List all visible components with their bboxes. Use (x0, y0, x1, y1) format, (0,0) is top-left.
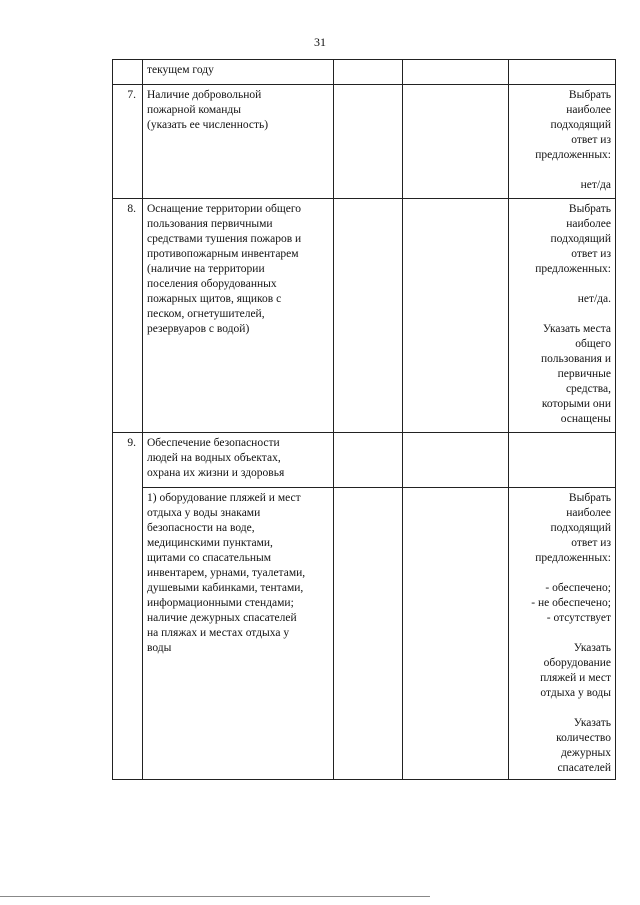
answer-line: Выбрать (568, 89, 611, 101)
criterion-line: поселения оборудованных (147, 278, 277, 290)
form-table (112, 59, 616, 780)
criterion-line: щитами со спасательным (147, 552, 272, 564)
answer-line: наиболее (566, 104, 611, 116)
answer-line: ответ из (571, 248, 611, 260)
empty-cell (334, 433, 403, 488)
criterion-cell (143, 60, 334, 85)
answer-line: наиболее (566, 507, 611, 519)
answer-line: подходящий (550, 522, 611, 534)
answer-line: количество (556, 732, 611, 744)
table-row (113, 433, 616, 488)
criterion-line: Обеспечение безопасности (147, 437, 280, 449)
table-row (113, 60, 616, 85)
answer-cell (509, 85, 616, 199)
empty-cell (403, 433, 509, 488)
answer-line: ответ из (571, 134, 611, 146)
answer-line: Указать места (542, 323, 611, 335)
empty-cell (334, 199, 403, 433)
row-number-cell: 8. (113, 199, 143, 433)
answer-line: оснащены (560, 413, 611, 425)
criterion-line: (наличие на территории (147, 263, 265, 275)
criterion-cell (143, 199, 334, 433)
empty-cell (403, 199, 509, 433)
criterion-line: наличие дежурных спасателей (147, 612, 297, 624)
criterion-line: пользования первичными (147, 218, 273, 230)
row-number-cell (113, 60, 143, 85)
criterion-line: Наличие добровольной (147, 89, 262, 101)
answer-cell (509, 60, 616, 85)
page-number: 31 (314, 35, 326, 49)
answer-cell (509, 433, 616, 488)
answer-line: нет/да (580, 179, 611, 191)
empty-cell (403, 60, 509, 85)
answer-line: которыми они (541, 398, 611, 410)
criterion-line: безопасности на воде, (147, 522, 255, 534)
answer-line: отдыха у воды (540, 687, 611, 699)
answer-line: Выбрать (568, 492, 611, 504)
table-row (113, 199, 616, 433)
criterion-cell (143, 85, 334, 199)
criterion-line: на пляжах и местах отдыха у (147, 627, 290, 639)
answer-line: спасателей (557, 762, 611, 774)
empty-cell (403, 85, 509, 199)
answer-line: - не обеспечено; (531, 597, 611, 609)
answer-cell (509, 488, 616, 780)
criterion-line: охрана их жизни и здоровья (147, 467, 285, 479)
answer-line: пользования и (541, 353, 611, 365)
answer-line: наиболее (566, 218, 611, 230)
criterion-line: пожарных щитов, ящиков с (147, 293, 282, 305)
row-number-cell: 9. (113, 433, 143, 780)
criterion-line: воды (147, 642, 172, 654)
empty-cell (334, 85, 403, 199)
criterion-line: информационными стендами; (147, 597, 294, 609)
criterion-line: противопожарным инвентарем (147, 248, 299, 260)
answer-line: предложенных: (535, 263, 611, 275)
answer-line: оборудование (543, 657, 611, 669)
answer-line: подходящий (550, 119, 611, 131)
criterion-line: песком, огнетушителей, (147, 308, 265, 320)
answer-line: пляжей и мест (540, 672, 611, 684)
answer-line: Выбрать (568, 203, 611, 215)
criterion-line: инвентарем, урнами, туалетами, (147, 567, 306, 579)
answer-line: - обеспечено; (545, 582, 611, 594)
criterion-line: средствами тушения пожаров и (147, 233, 302, 245)
criterion-line: людей на водных объектах, (147, 452, 281, 464)
answer-line: Указать (573, 717, 611, 729)
criterion-line: резервуаров с водой) (147, 323, 250, 335)
criterion-line: (указать ее численность) (147, 119, 269, 131)
answer-line: нет/да. (577, 293, 611, 305)
criterion-line: Оснащение территории общего (147, 203, 301, 215)
criterion-line: 1) оборудование пляжей и мест (147, 492, 301, 504)
answer-line: ответ из (571, 537, 611, 549)
answer-line: дежурных (560, 747, 611, 759)
row-number-cell: 7. (113, 85, 143, 199)
criterion-line: текущем году (147, 64, 214, 76)
answer-line: - отсутствует (546, 612, 611, 624)
criterion-cell (143, 433, 334, 488)
answer-line: общего (575, 338, 611, 350)
answer-line: Указать (573, 642, 611, 654)
criterion-line: пожарной команды (147, 104, 241, 116)
answer-cell (509, 199, 616, 433)
answer-line: подходящий (550, 233, 611, 245)
empty-cell (334, 488, 403, 780)
criterion-line: отдыха у воды знаками (147, 507, 261, 519)
criterion-line: медицинскими пунктами, (147, 537, 273, 549)
answer-line: предложенных: (535, 552, 611, 564)
criterion-cell (143, 488, 334, 780)
table-row (113, 85, 616, 199)
answer-line: средства, (565, 383, 611, 395)
empty-cell (334, 60, 403, 85)
criterion-line: душевыми кабинками, тентами, (147, 582, 304, 594)
answer-line: предложенных: (535, 149, 611, 161)
answer-line: первичные (557, 368, 611, 380)
footer-divider (0, 896, 430, 897)
table-row (113, 488, 616, 780)
empty-cell (403, 488, 509, 780)
